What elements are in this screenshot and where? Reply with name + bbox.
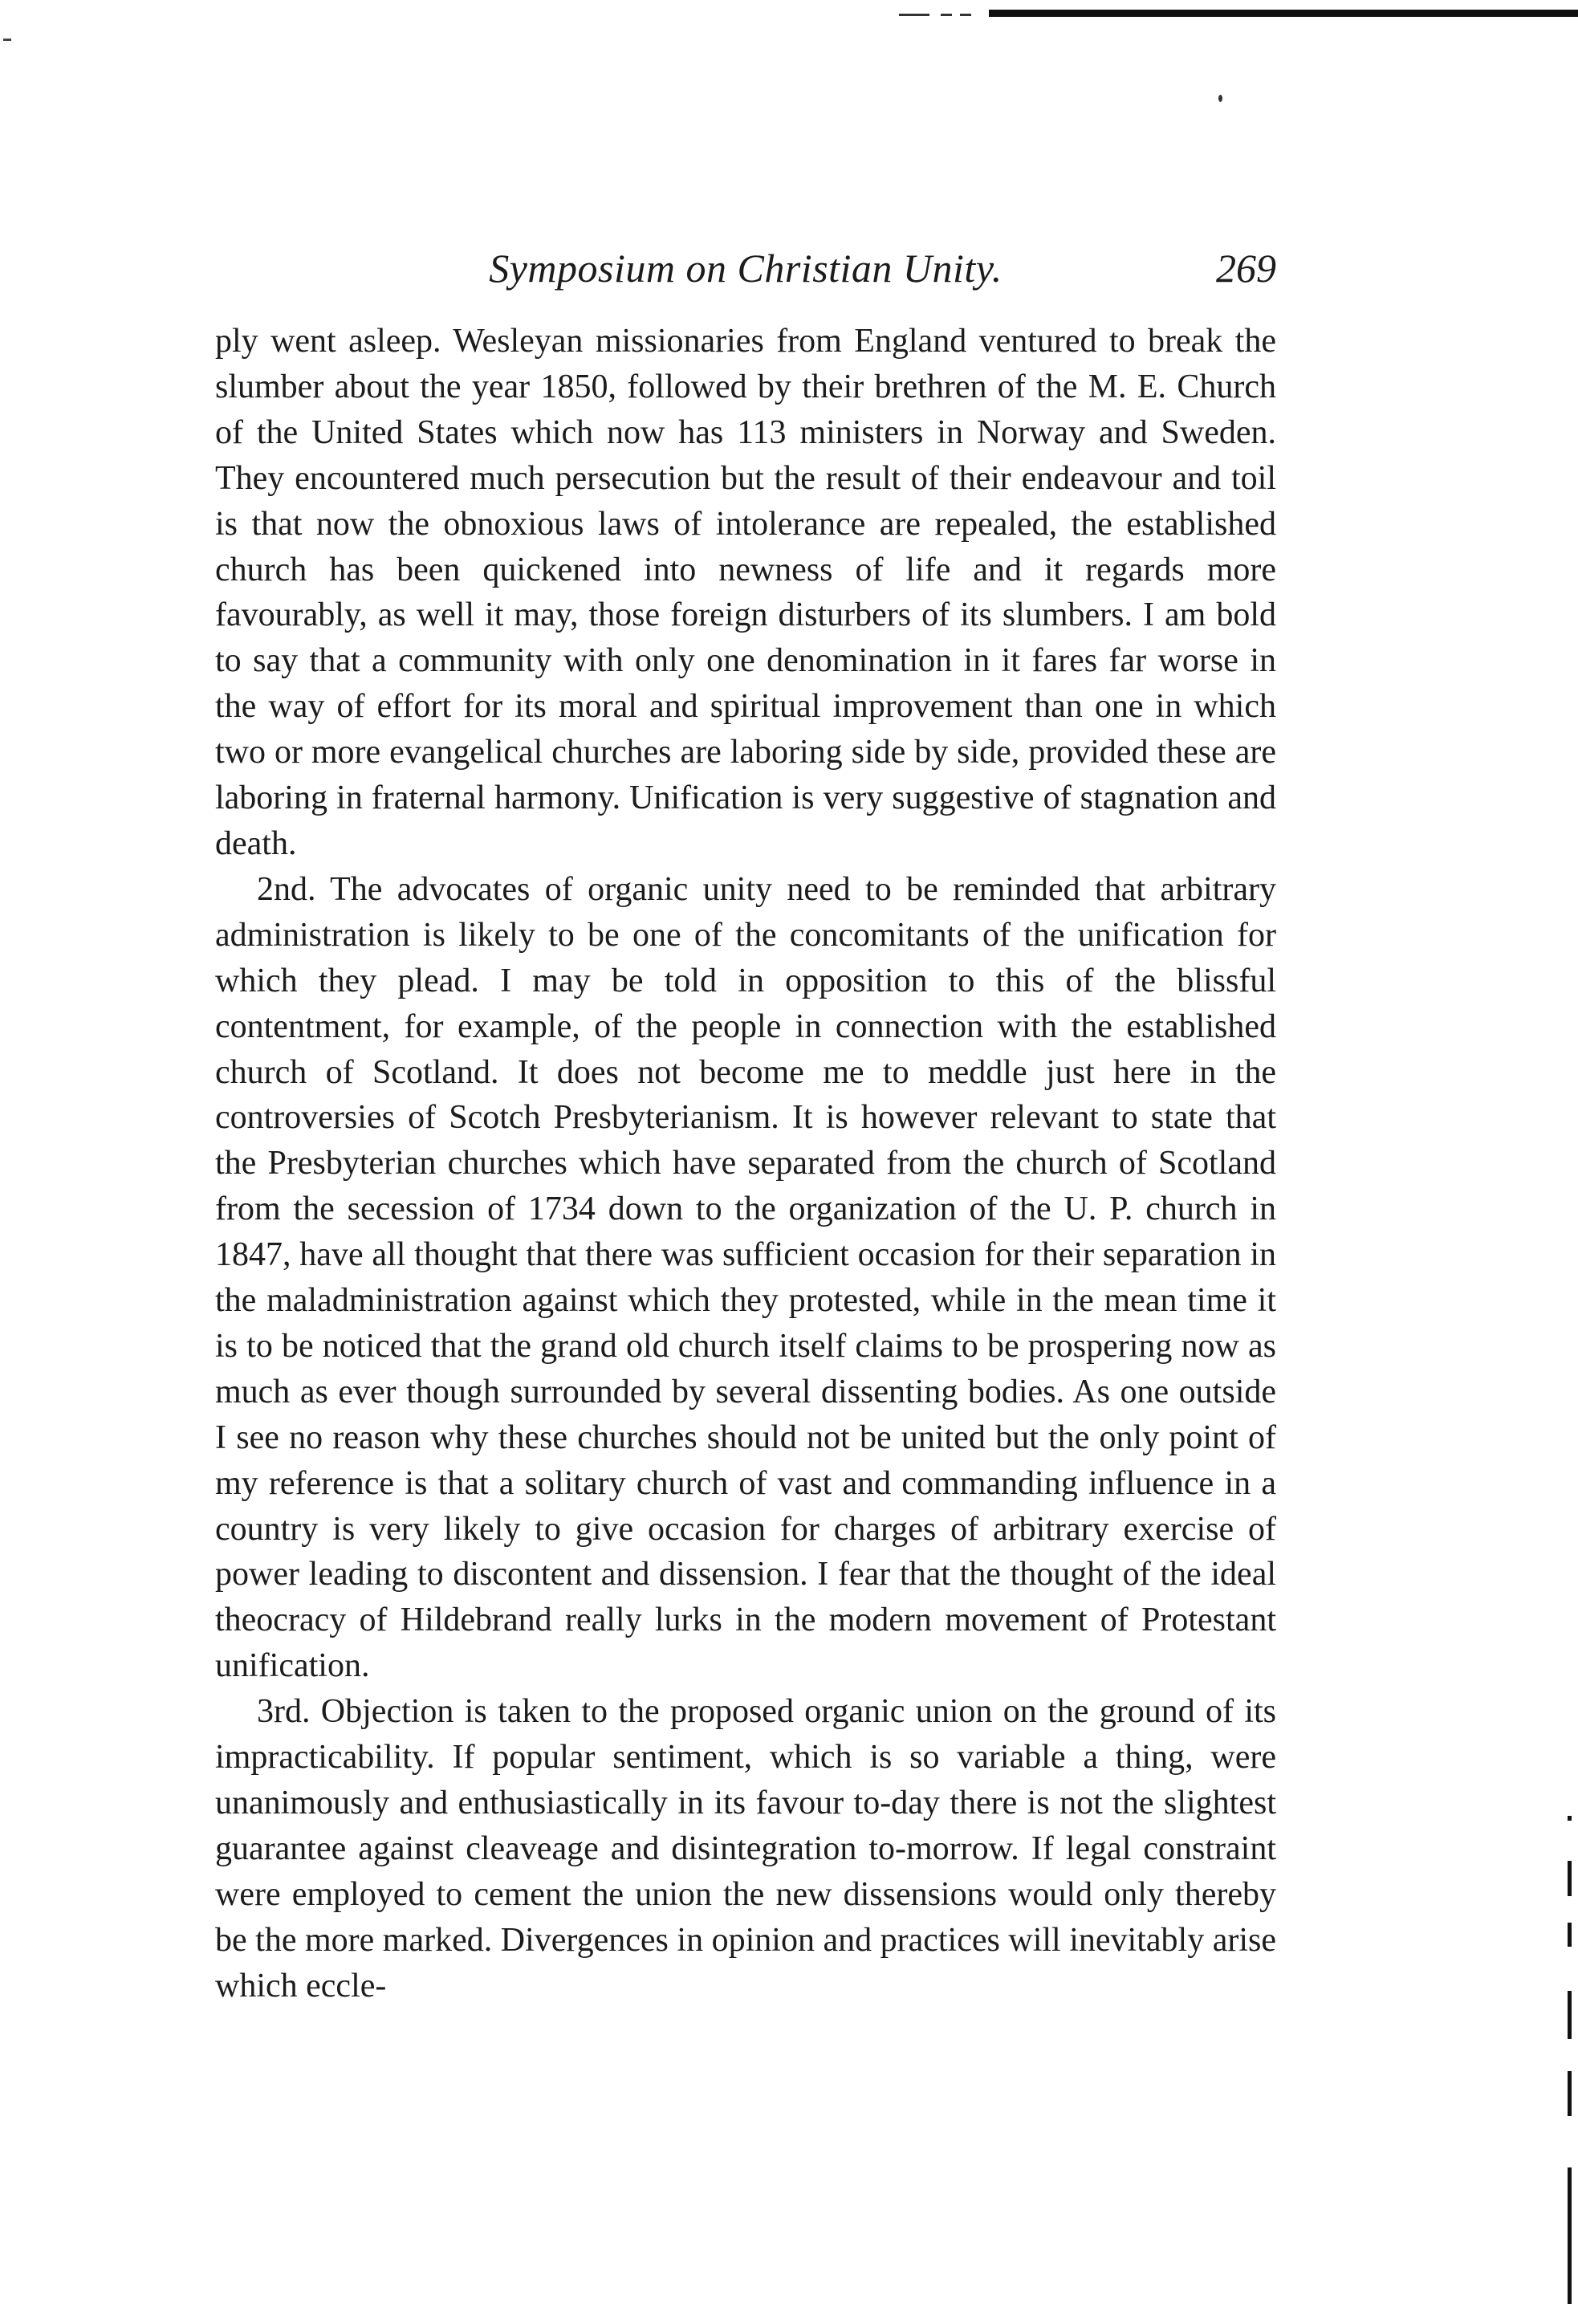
paragraph-continuation: ply went asleep. Wesleyan missionaries from England ventured to break the slumber about the year 1850, followed by their brethren of the M. E. Church of the United States which now has 113 ministers in Norway and Sweden. They encountered much persecution but the result of their endeavour and toil is that now the obnoxious laws of intolerance are repealed, the established church has been quickened into newness of life and it regards more favourably, as well it may, those foreign disturbers of its slumbers. I am bold to say that a community with only one denomination in it fares far worse in the way of effort for its moral and spiritual improvement than one in which two or more evangelical churches are laboring side by side, provided these are laboring in fraternal harmony. Unification is very suggestive of stagnation and death. bbox=[215, 323, 1276, 862]
edge-mark bbox=[1568, 1923, 1572, 1947]
body-text bbox=[215, 319, 1276, 2009]
edge-mark bbox=[1568, 2071, 1572, 2116]
edge-mark bbox=[1568, 1991, 1572, 2039]
edge-mark bbox=[1568, 2167, 1572, 2304]
scan-speck bbox=[1218, 95, 1222, 102]
book-page bbox=[215, 245, 1276, 2009]
scan-tick bbox=[3, 39, 11, 41]
scan-dash bbox=[941, 14, 952, 16]
edge-mark bbox=[1568, 1861, 1572, 1896]
scan-top-rule bbox=[989, 10, 1578, 17]
running-title: Symposium on Christian Unity. bbox=[489, 246, 1003, 291]
paragraph-third-point: 3rd. Objection is taken to the proposed organic union on the ground of its impracticability. If popular sentiment, which is so variable a thing, were unanimously and enthusiastically in its favour to-day there is not the slightest guarantee against cleaveage and disintegration to-morrow. If legal constraint were employed to cement the union the new dissensions would only thereby be the more marked. Divergences in opinion and practices will inevitably arise which eccle- bbox=[215, 1693, 1276, 2005]
edge-mark bbox=[1568, 1816, 1572, 1821]
page-number: 269 bbox=[1216, 246, 1276, 291]
scan-dash bbox=[899, 14, 929, 16]
paragraph-second-point: 2nd. The advocates of organic unity need to be reminded that arbitrary administration is likely to be one of the concomitants of the unification for which they plead. I may be told in opposition to this of the blissful contentment, for example, of the people in connection with the established church of Scotland. It does not become me to meddle just here in the controversies of Scotch Presbyterianism. It is however relevant to state that the Presbyterian churches which have separated from the church of Scotland from the secession of 1734 down to the organization of the U. P. church in 1847, have all thought that there was sufficient occasion for their separation in the maladministration against which they protested, while in the mean time it is to be noticed that the grand old church itself claims to be prospering now as much as ever though surrounded by several dissenting bodies. As one outside I see no reason why these churches should not be united but the only point of my reference is that a solitary church of vast and commanding influence in a country is very likely to give occasion for charges of arbitrary exercise of power leading to discontent and dissension. I fear that the thought of the ideal theocracy of Hildebrand really lurks in the modern movement of Protestant unification. bbox=[215, 870, 1276, 1685]
scan-dash bbox=[960, 14, 971, 16]
running-head bbox=[215, 245, 1276, 317]
